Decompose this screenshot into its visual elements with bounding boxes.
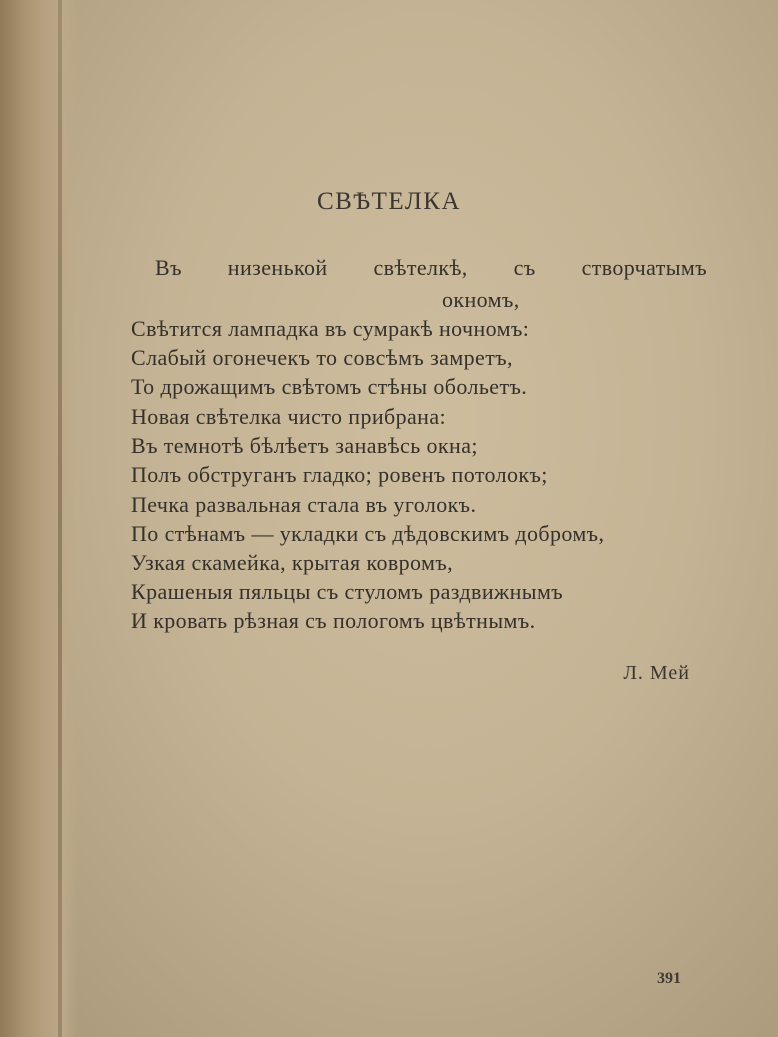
page-number: 391 bbox=[657, 970, 681, 987]
poem-line: Полъ обструганъ гладко; ровенъ потолокъ; bbox=[131, 462, 548, 487]
poem-line: Въ темнотѣ бѣлѣетъ занавѣсь окна; bbox=[131, 433, 478, 458]
poem-line: Узкая скамейка, крытая ковромъ, bbox=[131, 550, 454, 575]
poem-line: Новая свѣтелка чисто прибрана: bbox=[131, 404, 447, 429]
poem-line: Свѣтится лампадка въ сумракѣ ночномъ: bbox=[131, 316, 530, 341]
poem-title: СВѢТЕЛКА bbox=[316, 188, 462, 215]
poem-line-1: Въ низенькой свѣтелкѣ, съ створчатымъ bbox=[155, 255, 707, 280]
poem-line: Печка развальная стала въ уголокъ. bbox=[131, 492, 477, 517]
poem-line-1-continuation: окномъ, bbox=[442, 287, 520, 312]
poem-line: То дрожащимъ свѣтомъ стѣны обольетъ. bbox=[131, 374, 528, 399]
poem-line: По стѣнамъ — укладки съ дѣдовскимъ добромъ, bbox=[131, 521, 605, 546]
poem-line: И кровать рѣзная съ пологомъ цвѣтнымъ. bbox=[131, 608, 536, 633]
poem-line: Слабый огонечекъ то совсѣмъ замретъ, bbox=[131, 345, 513, 370]
poem-line: Крашеныя пяльцы съ стуломъ раздвижнымъ bbox=[131, 579, 564, 604]
poem-author: Л. Мей bbox=[623, 662, 690, 684]
